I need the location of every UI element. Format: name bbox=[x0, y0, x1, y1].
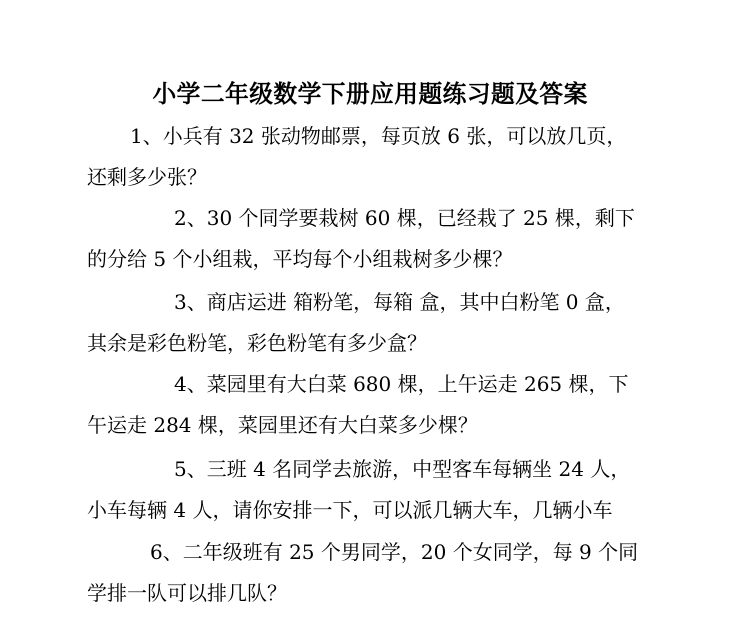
document-title: 小学二年级数学下册应用题练习题及答案 bbox=[152, 79, 588, 108]
question-5-line-2: 小车每辆 4 人，请你安排一下，可以派几辆大车，几辆小车 bbox=[87, 498, 613, 522]
question-3-line-1: 3、商店运进 箱粉笔，每箱 盒，其中白粉笔 0 盒， bbox=[174, 290, 625, 314]
question-4-line-1: 4、菜园里有大白菜 680 棵，上午运走 265 棵，下 bbox=[174, 372, 629, 396]
question-6-line-1: 6、二年级班有 25 个男同学，20 个女同学，每 9 个同 bbox=[150, 540, 639, 564]
question-2-line-1: 2、30 个同学要栽树 60 棵，已经栽了 25 棵，剩下 bbox=[174, 206, 635, 230]
question-1-line-1: 1、小兵有 32 张动物邮票，每页放 6 张，可以放几页， bbox=[130, 124, 627, 148]
question-3-line-2: 其余是彩色粉笔，彩色粉笔有多少盒？ bbox=[87, 331, 427, 355]
question-5-line-1: 5、三班 4 名同学去旅游，中型客车每辆坐 24 人， bbox=[174, 457, 631, 481]
question-2-line-2: 的分给 5 个小组栽，平均每个小组栽树多少棵？ bbox=[87, 247, 513, 271]
question-1-line-2: 还剩多少张？ bbox=[87, 165, 207, 189]
question-6-line-2: 学排一队可以排几队？ bbox=[87, 581, 287, 605]
question-4-line-2: 午运走 284 棵，菜园里还有大白菜多少棵？ bbox=[87, 413, 478, 437]
